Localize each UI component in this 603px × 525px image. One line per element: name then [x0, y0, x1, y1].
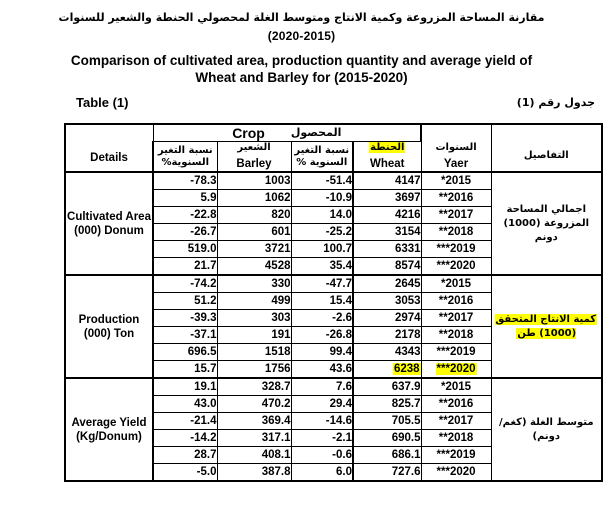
cell-year: ***2019 [421, 447, 491, 464]
cell-wheat: 3053 [353, 293, 421, 310]
cell-barley-change-pct: 19.1 [153, 378, 217, 396]
cell-barley: 3721 [217, 241, 291, 258]
header-details-ar [491, 142, 602, 173]
cell-year: ***2020 [421, 464, 491, 482]
cell-barley: 330 [217, 275, 291, 293]
header-wheat-english: Wheat [370, 158, 405, 170]
cell-barley: 470.2 [217, 396, 291, 413]
cell-barley-change-pct: -74.2 [153, 275, 217, 293]
cell-barley: 4528 [217, 258, 291, 276]
cell-wheat-highlight: 6238 [393, 363, 420, 375]
cell-year: **2016 [421, 293, 491, 310]
cell-year: **2017 [421, 413, 491, 430]
column-header-row [65, 142, 602, 173]
cell-wheat-change-pct: 43.6 [291, 361, 353, 379]
cell-year: **2018 [421, 430, 491, 447]
cell-wheat: 2178 [353, 327, 421, 344]
section-label-english: Cultivated Area (000) Donum [65, 172, 153, 275]
data-table-wrapper [64, 123, 601, 482]
cell-wheat-change-pct: -10.9 [291, 190, 353, 207]
cell-year: **2016 [421, 396, 491, 413]
cell-barley-change-pct: 15.7 [153, 361, 217, 379]
section-label-arabic: اجمالي المساحة المزروعة (1000) دونم [491, 172, 602, 275]
cell-wheat-change-pct: -25.2 [291, 224, 353, 241]
cell-year: ***2020 [421, 258, 491, 276]
cell-wheat-change-pct: 99.4 [291, 344, 353, 361]
crop-group-header-row [65, 124, 602, 142]
header-years [421, 142, 491, 173]
cell-wheat: 637.9 [353, 378, 421, 396]
cell-wheat-change-pct: -14.6 [291, 413, 353, 430]
cell-year: ***2019 [421, 344, 491, 361]
cell-wheat: 727.6 [353, 464, 421, 482]
cell-barley-change-pct: 519.0 [153, 241, 217, 258]
header-details-en-label: Details [90, 151, 128, 164]
arabic-main-title: مقارنة المساحة المزروعة وكمية الانتاج ومتوسط الغلة لمحصولي الحنطة والشعير للسنوات [58, 11, 545, 24]
cell-barley: 369.4 [217, 413, 291, 430]
cell-barley: 1062 [217, 190, 291, 207]
header-details-en [65, 142, 153, 173]
cell-barley-change-pct: 43.0 [153, 396, 217, 413]
table-head [65, 124, 602, 172]
cell-year: ***2019 [421, 241, 491, 258]
cell-wheat-change-pct: 35.4 [291, 258, 353, 276]
table-row [65, 378, 602, 396]
cell-wheat: 4147 [353, 172, 421, 190]
cell-wheat-change-pct: 7.6 [291, 378, 353, 396]
cell-barley-change-pct: 5.9 [153, 190, 217, 207]
cell-barley-change-pct: -26.7 [153, 224, 217, 241]
section-label-arabic [491, 275, 602, 378]
cell-barley: 317.1 [217, 430, 291, 447]
cell-barley-change-pct: -5.0 [153, 464, 217, 482]
cell-barley: 1518 [217, 344, 291, 361]
cell-barley: 499 [217, 293, 291, 310]
cell-wheat-change-pct: -2.6 [291, 310, 353, 327]
cell-barley: 191 [217, 327, 291, 344]
cell-barley: 387.8 [217, 464, 291, 482]
crop-header-arabic: المحصول [290, 125, 342, 139]
cell-barley-change-pct: 21.7 [153, 258, 217, 276]
crop-header-english: Crop [232, 124, 265, 141]
cell-wheat: 705.5 [353, 413, 421, 430]
cell-barley-change-pct: 28.7 [153, 447, 217, 464]
header-years-english: Yaer [443, 157, 469, 170]
cell-wheat-change-pct: 100.7 [291, 241, 353, 258]
cell-barley-change-pct: -14.2 [153, 430, 217, 447]
header-barley-arabic: الشعير [237, 142, 271, 153]
table-row [65, 275, 602, 293]
cell-year: *2015 [421, 275, 491, 293]
header-wheat-change-pct-arabic: نسبة التغير السنوية % [294, 144, 350, 168]
crop-group-header [153, 124, 421, 142]
cell-wheat: 2974 [353, 310, 421, 327]
cell-barley-change-pct: -39.3 [153, 310, 217, 327]
section-label-arabic: متوسط الغلة (كغم/ دونم) [491, 378, 602, 481]
cell-wheat [353, 361, 421, 379]
cell-wheat-change-pct: -51.4 [291, 172, 353, 190]
cell-year: **2018 [421, 224, 491, 241]
header-barley-change-pct-arabic: نسبة التغير السنوية% [157, 144, 213, 168]
cell-year: **2017 [421, 207, 491, 224]
cell-wheat: 690.5 [353, 430, 421, 447]
cell-barley-change-pct: -22.8 [153, 207, 217, 224]
english-title-line1: Comparison of cultivated area, production quantity and average yield of [70, 53, 533, 68]
cell-year: *2015 [421, 378, 491, 396]
cell-barley: 601 [217, 224, 291, 241]
header-wheat-arabic [354, 142, 421, 154]
cell-barley: 408.1 [217, 447, 291, 464]
cell-wheat: 4343 [353, 344, 421, 361]
header-wheat-change-pct [291, 142, 353, 173]
header-years-arabic: السنوات [435, 141, 477, 153]
cell-wheat-change-pct: 29.4 [291, 396, 353, 413]
section-label-english: Average Yield (Kg/Donum) [65, 378, 153, 481]
details-header-top-spacer [65, 124, 153, 142]
cell-wheat-change-pct: 15.4 [291, 293, 353, 310]
cell-wheat: 3154 [353, 224, 421, 241]
cell-barley: 328.7 [217, 378, 291, 396]
header-barley-change-pct [153, 142, 217, 173]
table-body [65, 172, 602, 481]
cell-barley-change-pct: -37.1 [153, 327, 217, 344]
cell-wheat-change-pct: -2.1 [291, 430, 353, 447]
cell-wheat: 686.1 [353, 447, 421, 464]
english-title-line2: Wheat and Barley for (2015-2020) [195, 70, 408, 85]
cell-wheat: 825.7 [353, 396, 421, 413]
cell-year: **2017 [421, 310, 491, 327]
document-page [0, 10, 603, 525]
table-row [65, 172, 602, 190]
cell-barley-change-pct: 696.5 [153, 344, 217, 361]
cell-wheat-change-pct: -47.7 [291, 275, 353, 293]
cell-year: **2016 [421, 190, 491, 207]
table-caption-english: Table (1) [76, 95, 129, 110]
cell-year: **2018 [421, 327, 491, 344]
cell-barley: 1756 [217, 361, 291, 379]
cell-year: *2015 [421, 172, 491, 190]
section-label-english: Production (000) Ton [65, 275, 153, 378]
section-label-arabic-highlight: كمية الانتاج المتحقق (1000) طن [495, 313, 597, 339]
cell-wheat: 6331 [353, 241, 421, 258]
details-ar-header-top-spacer [491, 124, 602, 142]
cell-wheat-change-pct: 6.0 [291, 464, 353, 482]
english-title [0, 52, 603, 86]
header-barley [217, 142, 291, 173]
cell-barley: 303 [217, 310, 291, 327]
cell-barley-change-pct: 51.2 [153, 293, 217, 310]
cell-year-highlight: ***2020 [436, 363, 476, 375]
cell-year [421, 361, 491, 379]
cell-wheat: 2645 [353, 275, 421, 293]
cell-wheat-change-pct: -0.6 [291, 447, 353, 464]
cell-wheat-change-pct: 14.0 [291, 207, 353, 224]
arabic-years-subtitle: (2020-2015) [267, 29, 336, 43]
table-caption-arabic: جدول رقم (1) [516, 96, 595, 109]
header-wheat [353, 142, 421, 173]
cell-barley-change-pct: -21.4 [153, 413, 217, 430]
cell-barley: 820 [217, 207, 291, 224]
cell-wheat: 3697 [353, 190, 421, 207]
header-barley-english: Barley [236, 158, 272, 170]
table-caption-row [0, 94, 603, 114]
header-details-ar-label: التفاصيل [523, 150, 569, 162]
cell-wheat: 8574 [353, 258, 421, 276]
header-wheat-arabic-highlight: الحنطة [370, 142, 405, 153]
cell-barley-change-pct: -78.3 [153, 172, 217, 190]
cell-wheat-change-pct: -26.8 [291, 327, 353, 344]
cell-barley: 1003 [217, 172, 291, 190]
years-header-top-spacer [421, 124, 491, 142]
comparison-table [64, 123, 603, 482]
cell-wheat: 4216 [353, 207, 421, 224]
